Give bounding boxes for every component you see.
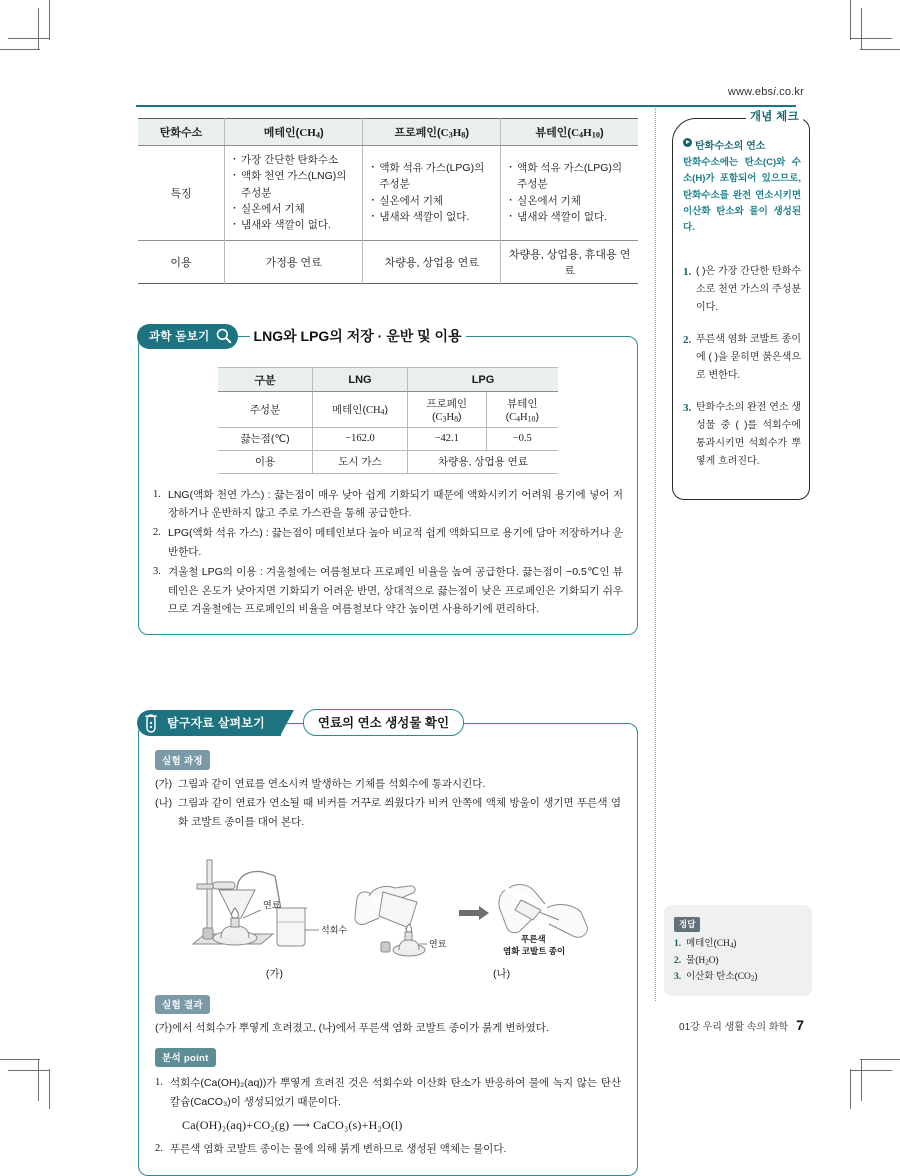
analysis-equation: Ca(OH)₂(aq)+CO₂(g) ⟶ CaCO₃(s)+H₂O(l) [182,1118,403,1133]
table-header-row [218,368,558,392]
analysis-tag: 분석 point [155,1048,216,1068]
usage-cell-propane: 차량용, 상업용 연료 [363,241,501,284]
cell-lng-bp: −162.0 [313,427,408,450]
experiment-subtitle: 연료의 연소 생성물 확인 [303,709,464,736]
result-text: (가)에서 석회수가 뿌옇게 흐려졌고, (나)에서 푸른색 염화 코발트 종이가 붉게 변하였다. [155,1022,549,1035]
table-row [218,427,558,450]
science-zoom-box [138,328,638,635]
feature-cell-methane [225,146,363,241]
process-step-marker: (나) [155,796,173,809]
process-tag: 실험 과정 [155,750,210,770]
note-item: LNG(액화 천연 가스) : 끓는점이 매우 낮아 쉽게 기화되기 때문에 액화시키기 어려워 용기에 넣어 저장하거나 운반하지 않고 주로 가스관을 통해 공급한다. [168,488,623,520]
analysis-text: 석회수(Ca(OH)₂(aq))가 뿌옇게 흐려진 것은 석회수와 이산화 탄소가 반응하여 물에 녹지 않는 탄산 칼슘(CaCO₃)이 생성되었기 때문이다. [170,1077,621,1109]
row-label-usage: 이용 [138,241,225,284]
answer-list [674,936,802,986]
answer-tag: 정답 [674,917,700,933]
url-italic: i [773,86,776,98]
figure-label-cobalt-1: 푸른색 [521,933,546,944]
concept-question-list [683,263,801,471]
concept-check-card [672,111,810,500]
experiment-section [138,716,638,1175]
test-tube-icon [144,714,158,733]
science-zoom-badge-label: 과학 돋보기 [149,331,210,344]
col-head-0: 탄화수소 [138,119,225,146]
bullet: · 가장 간단한 탄화수소 [233,152,354,168]
hydrocarbon-table [138,118,638,284]
figure-arrow [459,906,489,920]
sidebar [672,111,810,500]
experiment-badge [137,710,281,736]
analysis-list [155,1074,621,1158]
bullet: · 냄새와 색깔이 없다. [509,209,630,225]
table-row [218,450,558,473]
experiment-header [137,709,464,736]
bullet: · 액화 천연 가스(LNG)의 주성분 [233,168,354,201]
feature-cell-propane [363,146,501,241]
figure-caption-b: (나) [493,967,511,980]
bullet: · 냄새와 색깔이 없다. [371,209,492,225]
crop-mark-bottom-left [0,1039,70,1109]
process-step-text: 그림과 같이 연료를 연소시켜 발생하는 기체를 석회수에 통과시킨다. [178,777,486,790]
col-head-2: 프로페인(C3H8) [363,119,501,146]
figure-label-fuel-b: 연료 [429,938,447,949]
crop-mark-bottom-right [830,1039,900,1109]
process-step-text: 그림과 같이 연료가 연소될 때 비커를 거꾸로 씌웠다가 비커 안쪽에 액체 방울이 생기면 푸른색 염화 코발트 종이를 대어 본다. [178,796,621,828]
concept-body: 탄화수소에는 탄소(C)와 수소(H)가 포함되어 있으므로, 탄화수소를 완전 연소시키면 이산화 탄소와 물이 생성된다. [683,157,801,234]
site-url [728,86,804,98]
science-zoom-notes [153,486,623,619]
cell-butane-bp: −0.5 [486,427,558,450]
concept-question: 푸른색 염화 코발트 종이에 ( )을 묻히면 붉은색으로 변한다. [696,333,801,381]
figure-label-fuel-a: 연료 [263,899,281,910]
page-footer [679,1017,804,1033]
row-label-usage: 이용 [218,450,313,473]
concept-heading [683,137,801,152]
lng-lpg-table-wrap [153,367,623,473]
figure-label-limewater: 석회수 [321,924,348,935]
bullet: · 실온에서 기체 [371,193,492,209]
table-header-row [138,119,638,146]
col-head-1: 메테인(CH4) [225,119,363,146]
url-prefix: www.ebs [727,86,774,98]
analysis-text: 푸른색 염화 코발트 종이는 물에 의해 붉게 변하므로 생성된 액체는 물이다. [170,1142,507,1155]
figure-captions [155,967,621,981]
column-divider [655,108,656,1001]
row-label-feature: 특징 [138,146,225,241]
concept-question: ( )은 가장 간단한 탄화수소로 천연 가스의 주성분이다. [696,265,801,313]
cell-lng-usage: 도시 가스 [313,450,408,473]
science-zoom-header [137,323,466,349]
figure-caption-a: (가) [265,967,283,980]
science-zoom-title: LNG와 LPG의 저장 · 운반 및 이용 [250,326,466,346]
bullet: · 실온에서 기체 [509,193,630,209]
cell-lpg-butane: 뷰테인(C4H10) [486,392,558,427]
process-step [155,775,621,794]
bullet: · 액화 석유 가스(LPG)의 주성분 [371,160,492,193]
answer-box [664,905,812,996]
result-tag: 실험 결과 [155,995,210,1015]
answer-item: 물(H2O) [686,954,719,966]
experiment-badge-label: 탐구자료 살펴보기 [167,716,265,731]
col-head-division: 구분 [218,368,313,392]
science-zoom-section [138,328,638,635]
arrow-circle-icon [683,138,692,147]
table-row [138,241,638,284]
cell-propane-bp: −42.1 [408,427,487,450]
concept-question: 탄화수소의 완전 연소 생성물 중 ( )를 석회수에 통과시키면 석회수가 뿌옇게 흐려진다. [696,401,801,467]
analysis-item [155,1074,621,1136]
row-label-component: 주성분 [218,392,313,427]
usage-cell-butane: 차량용, 상업용, 휴대용 연료 [501,241,638,284]
footer-chapter: 01강 우리 생활 속의 화학 [679,1022,789,1033]
note-item: 겨울철 LPG의 이용 : 겨울철에는 여름철보다 프로페인 비율을 높여 공급한다. 끓는점이 −0.5℃인 뷰테인은 온도가 낮아지면 기화되기 어려운 반면, 상대적으로 끓는점이 낮은 프로페인은 기화되기 쉬우므로 겨울철에는 프로페인의 비율을 여름철보다 약간 높이면 사용하기에 편리하다. [168,566,623,615]
figure-label-cobalt-2: 염화 코발트 종이 [503,945,566,956]
footer-page-number: 7 [796,1017,804,1033]
url-suffix: .co.kr [775,86,804,98]
col-head-lpg: LPG [408,368,559,392]
answer-item: 이산화 탄소(CO2) [686,971,758,983]
bullet: · 액화 석유 가스(LPG)의 주성분 [509,160,630,193]
cell-lpg-usage: 차량용, 상업용 연료 [408,450,559,473]
cell-lng-component: 메테인(CH4) [313,392,408,427]
table-row [138,146,638,241]
crop-mark-top-left [0,0,70,70]
lng-lpg-table [218,367,558,473]
magnifier-icon [215,327,233,345]
header-rule [136,105,796,107]
table-row [218,392,558,427]
col-head-lng: LNG [313,368,408,392]
cell-lpg-propane: 프로페인(C3H8) [408,392,487,427]
process-step-marker: (가) [155,777,173,790]
science-zoom-badge [137,324,238,349]
col-head-3: 뷰테인(C4H10) [501,119,638,146]
experiment-box [138,716,638,1175]
experiment-figure [155,846,621,966]
crop-mark-top-right [830,0,900,70]
concept-check-title: 개념 체크 [746,108,803,124]
bullet: · 냄새와 색깔이 없다. [233,217,354,233]
process-step [155,794,621,832]
usage-cell-methane: 가정용 연료 [225,241,363,284]
bullet: · 실온에서 기체 [233,201,354,217]
experiment-diagram [173,846,603,966]
row-label-boiling-point: 끓는점(℃) [218,427,313,450]
concept-heading-label: 탄화수소의 연소 [695,141,766,152]
analysis-item [155,1140,621,1159]
feature-cell-butane [501,146,638,241]
main-content-column [138,118,638,1176]
note-item: LPG(액화 석유 가스) : 끓는점이 메테인보다 높아 비교적 쉽게 액화되므로 용기에 담아 저장하거나 운반한다. [168,527,623,558]
answer-item: 메테인(CH4) [686,938,737,950]
